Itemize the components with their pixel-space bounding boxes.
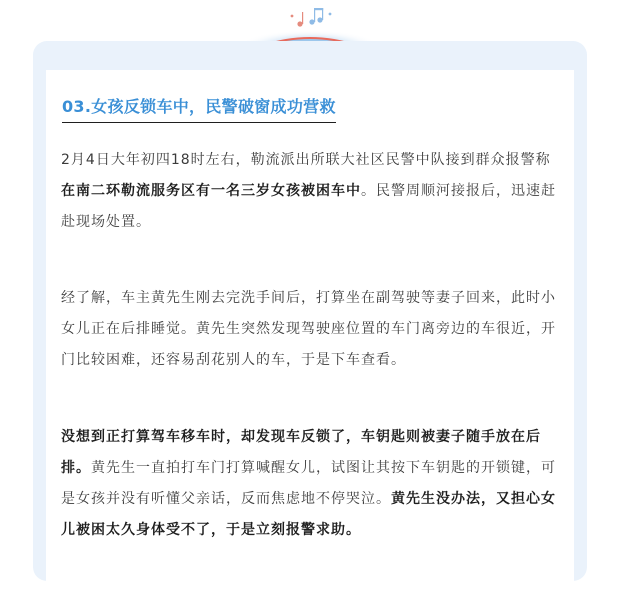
section-title: 03.女孩反锁车中，民警破窗成功营救 [62,97,336,116]
music-notes-icon [291,8,332,27]
paragraph-1-text: 2月4日大年初四18时左右，勒流派出所联大社区民警中队接到群众报警称 [61,152,551,168]
section-title-underline [62,94,336,123]
paragraph-1 [61,145,561,238]
paragraph-3-bold-lead: 没想到正打算驾车移车时，却发现车反锁了，车钥匙则被妻子随手放在后排。 [61,429,541,476]
paragraph-3 [61,422,561,546]
paragraph-2 [61,283,561,376]
paragraph-3-bold-tail: 黄先生没办法，又担心女儿被困太久身体受不了，于是立刻报警求助。 [61,491,556,538]
paragraph-1-bold: 在南二环勒流服务区有一名三岁女孩被困车中 [61,183,361,199]
paragraph-3-text: 黄先生一直拍打车门打算喊醒女儿，试图让其按下车钥匙的开锁键，可是女孩并没有听懂父亲话，反而焦虑地不停哭泣。 [61,460,556,507]
paragraph-1-tail: 。民警周顺河接报后，迅速赶赴现场处置。 [61,183,556,230]
paragraph-2-text: 经了解，车主黄先生刚去完洗手间后，打算坐在副驾驶等妻子回来，此时小女儿正在后排睡觉。黄先生突然发现驾驶座位置的车门离旁边的车很近，开门比较困难，还容易刮花别人的车，于是下车查看。 [61,290,556,368]
